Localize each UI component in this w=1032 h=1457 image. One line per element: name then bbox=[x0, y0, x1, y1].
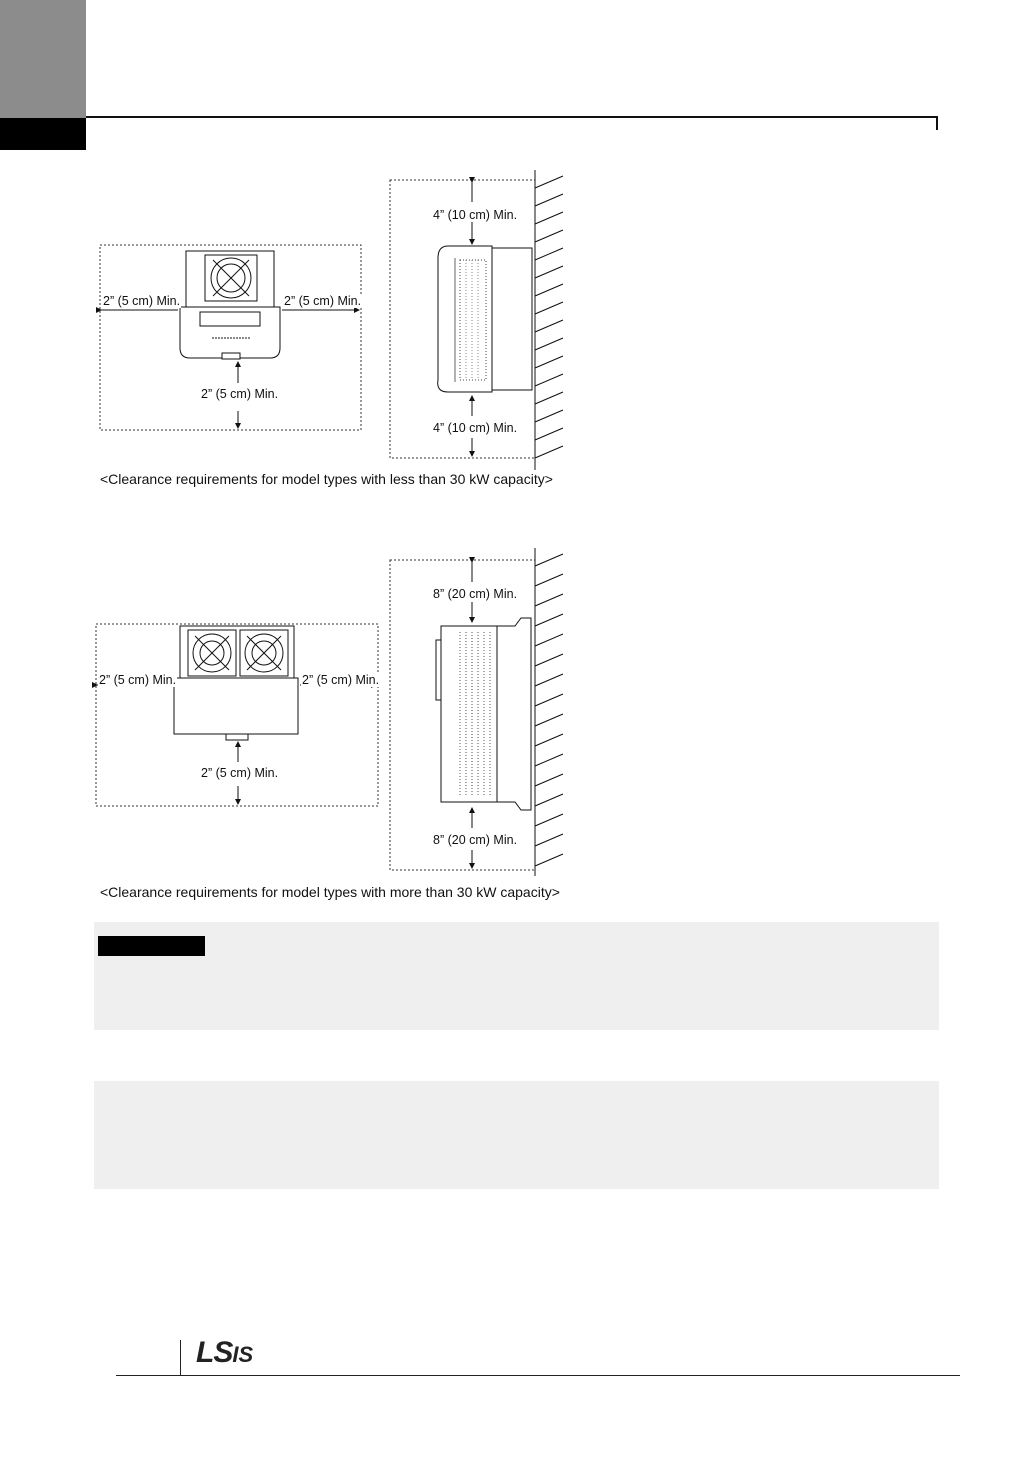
note-box-secondary bbox=[94, 1081, 939, 1189]
figure1-right-clearance-label: 2” (5 cm) Min. bbox=[284, 294, 362, 308]
header-rule-tick bbox=[936, 116, 938, 130]
figure1-inverter-front bbox=[180, 251, 280, 359]
figure2-left-clearance-label: 2” (5 cm) Min. bbox=[99, 673, 177, 687]
figure1-side-bottom-clearance-label: 4” (10 cm) Min. bbox=[433, 421, 518, 435]
company-logo bbox=[196, 1336, 253, 1370]
figure1-side-top-clearance-label: 4” (10 cm) Min. bbox=[433, 208, 518, 222]
note-box bbox=[94, 922, 939, 1030]
figure2-caption: <Clearance requirements for model types with more than 30 kW capacity> bbox=[100, 884, 560, 900]
note-label bbox=[98, 936, 205, 956]
figure1-inverter-side bbox=[438, 246, 532, 392]
figure1-wall bbox=[535, 170, 563, 470]
figure1-caption: <Clearance requirements for model types with less than 30 kW capacity> bbox=[100, 471, 553, 487]
header-rule bbox=[86, 116, 938, 118]
figure2-right-clearance-label: 2” (5 cm) Min. bbox=[302, 673, 380, 687]
figure2-bottom-clearance-label: 2” (5 cm) Min. bbox=[201, 766, 279, 780]
figure2-side-bottom-clearance-label: 8” (20 cm) Min. bbox=[433, 833, 518, 847]
figure1-left-clearance-label: 2” (5 cm) Min. bbox=[103, 294, 181, 308]
logo-main-text: LS bbox=[196, 1336, 233, 1369]
logo-sub-text: IS bbox=[232, 1342, 254, 1367]
figure2-side-top-clearance-label: 8” (20 cm) Min. bbox=[433, 587, 518, 601]
figure1-bottom-clearance-label: 2” (5 cm) Min. bbox=[201, 387, 279, 401]
figure2-inverter-side bbox=[436, 618, 531, 810]
footer-rule bbox=[116, 1375, 960, 1376]
figure2-wall bbox=[535, 548, 563, 876]
footer-separator bbox=[180, 1340, 181, 1376]
figure2-inverter-front bbox=[174, 626, 298, 740]
chapter-tab bbox=[0, 0, 86, 118]
chapter-tab-marker bbox=[0, 118, 86, 150]
